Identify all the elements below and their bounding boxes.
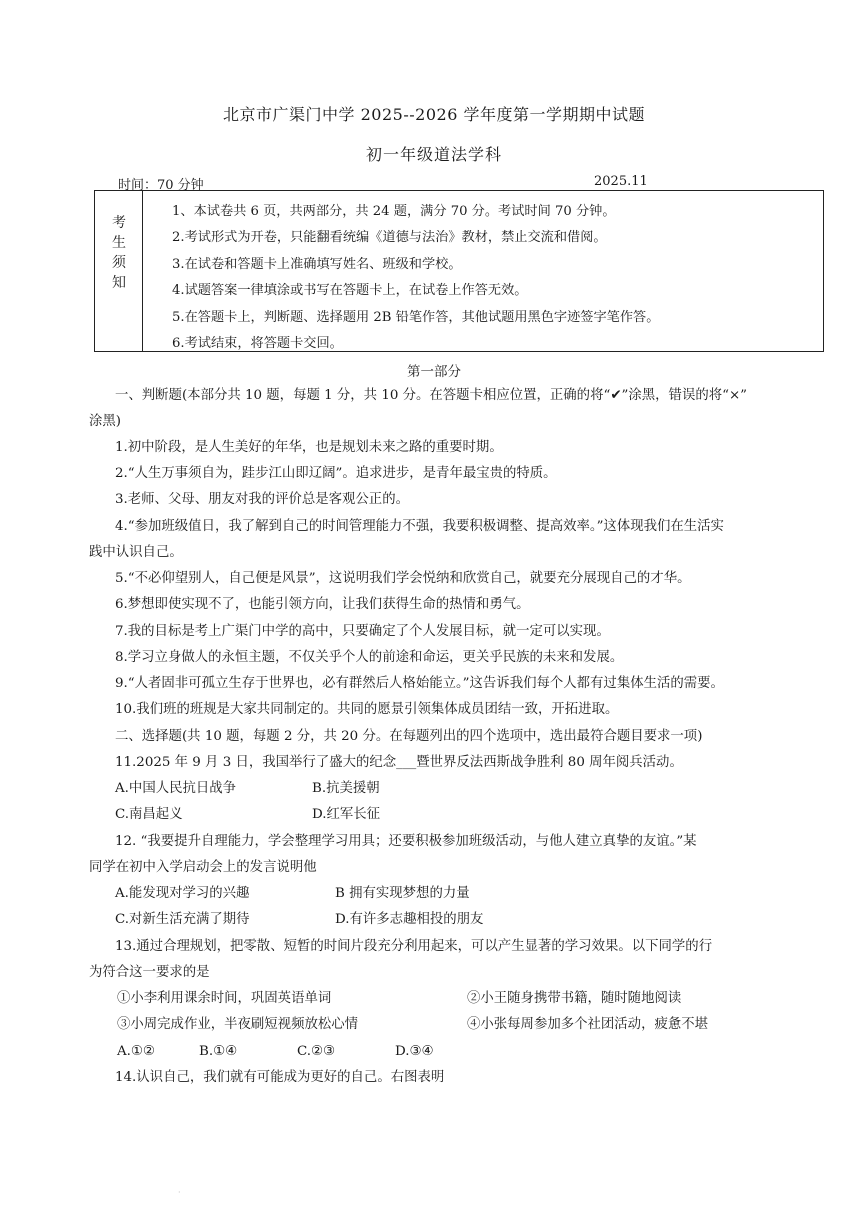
notice-label-cell — [95, 191, 143, 351]
notice-box — [94, 190, 824, 352]
exam-title: 北京市广渠门中学 2025--2026 学年度第一学期期中试题 — [223, 105, 645, 124]
page-mark: · — [178, 1188, 181, 1197]
q13-option-b: B.①④ — [199, 1044, 238, 1059]
question-8: 8.学习立身做人的永恒主题，不仅关乎个人的前途和命运，更关乎民族的未来和发展。 — [115, 650, 624, 665]
q12-option-d: D.有许多志趣相投的朋友 — [335, 912, 484, 927]
question-6: 6.梦想即使实现不了，也能引领方向，让我们获得生命的热情和勇气。 — [115, 597, 530, 612]
question-12: 12. “我要提升自理能力，学会整理学习用具；还要积极参加班级活动，与他人建立真挚的友谊。”某 — [115, 834, 697, 849]
notice-item: 5.在答题卡上，判断题、选择题用 2B 铅笔作答，其他试题用黑色字迹签字笔作答。 — [172, 309, 660, 325]
section1-instructions: 一、判断题(本部分共 10 题，每题 1 分，共 10 分。在答题卡相应位置，正确的将“✔”涂黑，错误的将“×” — [115, 388, 748, 403]
q13-item-4: ④小张每周参加多个社团活动，疲惫不堪 — [467, 1017, 709, 1032]
q11-option-c: C.南昌起义 — [115, 807, 183, 822]
q12-option-b: B 拥有实现梦想的力量 — [335, 886, 470, 901]
question-3: 3.老师、父母、朋友对我的评价总是客观公正的。 — [115, 492, 409, 507]
q13-option-a: A.①② — [117, 1044, 155, 1059]
question-5: 5.“不必仰望别人，自己便是风景”，这说明我们学会悦纳和欣赏自己，就要充分展现自己的才华。 — [115, 571, 691, 586]
q13-item-3: ③小周完成作业，半夜刷短视频放松心情 — [117, 1017, 359, 1032]
q13-item-2: ②小王随身携带书籍，随时随地阅读 — [467, 991, 682, 1006]
question-13-cont: 为符合这一要求的是 — [89, 965, 210, 980]
notice-item: 3.在试卷和答题卡上准确填写姓名、班级和学校。 — [172, 256, 462, 272]
question-9: 9.“人者固非可孤立生存于世界也，必有群然后人格始能立。”这告诉我们每个人都有过集体生活的需要。 — [115, 676, 724, 691]
q11-option-d: D.红军长征 — [312, 807, 381, 822]
exam-time: 时间：70 分钟 — [118, 178, 204, 193]
q13-option-c: C.②③ — [297, 1044, 336, 1059]
q11-option-a: A.中国人民抗日战争 — [115, 781, 237, 796]
q12-option-a: A.能发现对学习的兴趣 — [115, 886, 250, 901]
question-12-cont: 同学在初中入学启动会上的发言说明他 — [89, 860, 317, 875]
question-7: 7.我的目标是考上广渠门中学的高中，只要确定了个人发展目标，就一定可以实现。 — [115, 624, 610, 639]
q12-option-c: C.对新生活充满了期待 — [115, 912, 250, 927]
question-13: 13.通过合理规划，把零散、短暂的时间片段充分利用起来，可以产生显著的学习效果。以下同学的行 — [115, 939, 713, 954]
question-1: 1.初中阶段，是人生美好的年华，也是规划未来之路的重要时期。 — [115, 440, 503, 455]
question-4: 4.“参加班级值日，我了解到自己的时间管理能力不强，我要积极调整、提高效率。”这体现我们在生活实 — [115, 519, 724, 534]
question-2: 2.“人生万事须自为，跬步江山即辽阔”。追求进步，是青年最宝贵的特质。 — [115, 466, 557, 481]
part-heading: 第一部分 — [407, 364, 461, 380]
question-4-cont: 践中认识自己。 — [89, 545, 183, 560]
q13-item-1: ①小李利用课余时间，巩固英语单词 — [117, 991, 332, 1006]
q13-option-d: D.③④ — [395, 1044, 434, 1059]
notice-list — [172, 199, 659, 357]
notice-item: 6.考试结束，将答题卡交回。 — [172, 335, 343, 351]
question-14: 14.认识自己，我们就有可能成为更好的自己。右图表明 — [115, 1070, 445, 1085]
notice-item: 4.试题答案一律填涂或书写在答题卡上，在试卷上作答无效。 — [172, 283, 528, 299]
notice-item: 2.考试形式为开卷，只能翻看统编《道德与法治》教材，禁止交流和借阅。 — [172, 230, 607, 246]
section2-instructions: 二、选择题(共 10 题，每题 2 分，共 20 分。在每题列出的四个选项中，选出最符合题目要求一项) — [115, 729, 703, 744]
notice-label: 考生须知 — [112, 215, 126, 291]
q11-option-b: B.抗美援朝 — [312, 781, 380, 796]
notice-item: 1、本试卷共 6 页，共两部分，共 24 题，满分 70 分。考试时间 70 分钟。 — [172, 204, 616, 219]
question-11: 11.2025 年 9 月 3 日，我国举行了盛大的纪念___暨世界反法西斯战争胜利 80 周年阅兵活动。 — [115, 755, 683, 770]
exam-date: 2025.11 — [594, 174, 648, 189]
exam-subtitle: 初一年级道法学科 — [365, 145, 502, 164]
section1-instructions-cont: 涂黑) — [89, 414, 122, 429]
question-10: 10.我们班的班规是大家共同制定的。共同的愿景引领集体成员团结一致，开拓进取。 — [115, 702, 619, 717]
